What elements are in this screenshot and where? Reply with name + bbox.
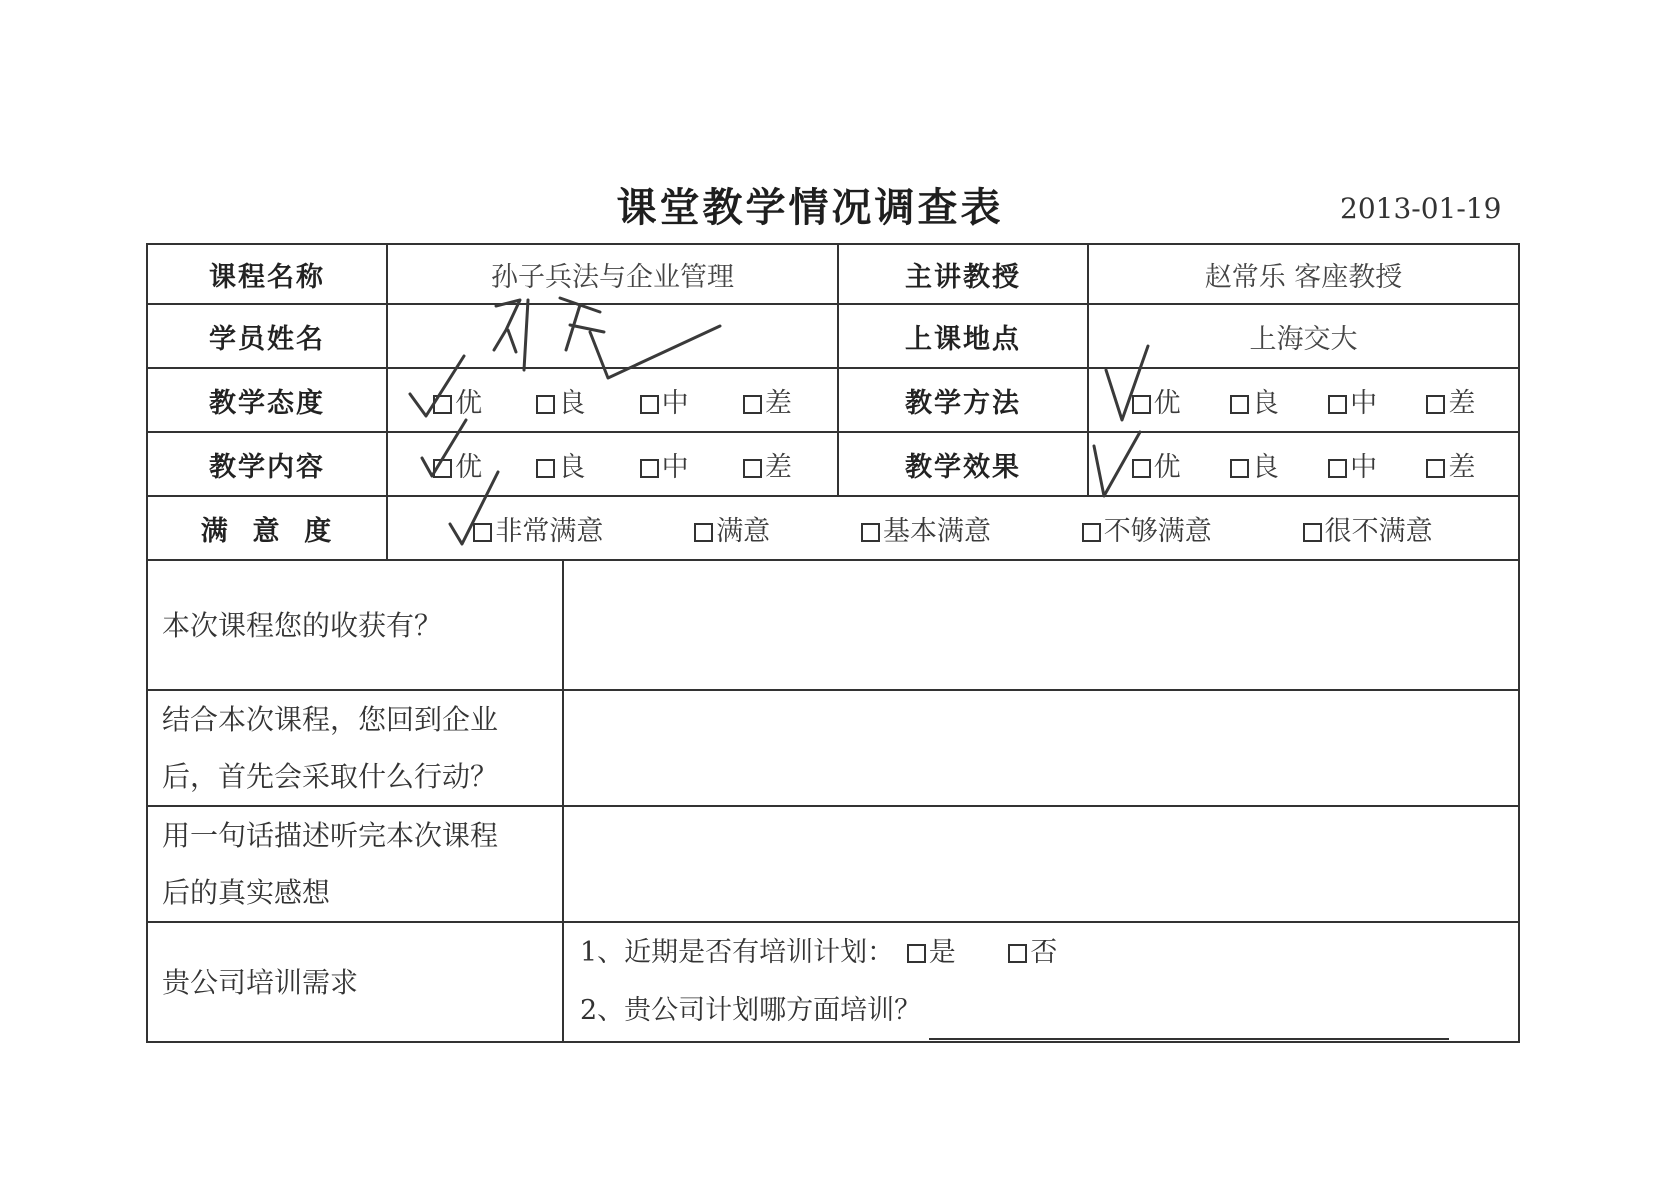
action-question-line: 结合本次课程，您回到企业: [162, 703, 499, 736]
attitude-option[interactable]: 差: [743, 381, 792, 420]
course-name-value[interactable]: 孙子兵法与企业管理: [387, 244, 838, 304]
row-gains: [147, 560, 1519, 690]
content-option[interactable]: 中: [640, 445, 689, 484]
row-feeling: [147, 806, 1519, 922]
action-question: [147, 690, 563, 806]
feeling-question-line: 用一句话描述听完本次课程: [162, 819, 499, 852]
checkbox-icon[interactable]: [433, 459, 452, 478]
training-area-blank[interactable]: [929, 1012, 1449, 1040]
row-course: [147, 244, 1519, 304]
checkbox-icon[interactable]: [1426, 459, 1445, 478]
checkbox-icon[interactable]: [1082, 523, 1101, 542]
method-label: 教学方法: [838, 368, 1088, 432]
row-attitude-method: [147, 368, 1519, 432]
training-area-question: 2、贵公司计划哪方面培训？: [580, 982, 1502, 1040]
feeling-question-line: 后的真实感想: [162, 876, 331, 909]
content-option[interactable]: 良: [536, 445, 585, 484]
checkbox-icon[interactable]: [433, 395, 452, 414]
effect-label: 教学效果: [838, 432, 1088, 496]
checkbox-icon[interactable]: [743, 459, 762, 478]
checkbox-icon[interactable]: [1303, 523, 1322, 542]
professor-value[interactable]: 赵常乐 客座教授: [1088, 244, 1519, 304]
attitude-option[interactable]: 中: [640, 381, 689, 420]
student-name-label: 学员姓名: [147, 304, 387, 368]
effect-option[interactable]: 优: [1132, 445, 1181, 484]
checkbox-icon[interactable]: [640, 459, 659, 478]
gains-answer[interactable]: [563, 560, 1519, 690]
checkbox-icon[interactable]: [907, 944, 926, 963]
checkbox-icon[interactable]: [743, 395, 762, 414]
checkbox-icon[interactable]: [1426, 395, 1445, 414]
checkbox-icon[interactable]: [536, 459, 555, 478]
form-date: 2013-01-19: [1340, 192, 1502, 225]
effect-options: [1088, 432, 1519, 496]
professor-label: 主讲教授: [838, 244, 1088, 304]
training-yes-option[interactable]: 是: [907, 937, 956, 968]
satisfaction-option[interactable]: 不够满意: [1082, 509, 1212, 548]
checkbox-icon[interactable]: [694, 523, 713, 542]
checkbox-icon[interactable]: [1328, 459, 1347, 478]
gains-question: 本次课程您的收获有？: [147, 560, 563, 690]
student-name-field[interactable]: [387, 304, 838, 368]
feeling-question: [147, 806, 563, 922]
satisfaction-option[interactable]: 很不满意: [1303, 509, 1433, 548]
attitude-option[interactable]: 优: [433, 381, 482, 420]
content-options: [387, 432, 838, 496]
attitude-option[interactable]: 良: [536, 381, 585, 420]
location-value[interactable]: 上海交大: [1088, 304, 1519, 368]
checkbox-icon[interactable]: [1132, 395, 1151, 414]
feeling-answer[interactable]: [563, 806, 1519, 922]
satisfaction-option[interactable]: 满意: [694, 509, 770, 548]
method-option[interactable]: 优: [1132, 381, 1181, 420]
checkbox-icon[interactable]: [473, 523, 492, 542]
checkbox-icon[interactable]: [536, 395, 555, 414]
method-options: [1088, 368, 1519, 432]
survey-table: [146, 243, 1520, 1043]
course-name-label: 课程名称: [147, 244, 387, 304]
attitude-options: [387, 368, 838, 432]
effect-option[interactable]: 差: [1426, 445, 1475, 484]
action-question-line: 后，首先会采取什么行动？: [162, 760, 499, 793]
checkbox-icon[interactable]: [1230, 459, 1249, 478]
row-satisfaction: [147, 496, 1519, 560]
satisfaction-option[interactable]: 非常满意: [473, 509, 603, 548]
row-action: [147, 690, 1519, 806]
form-title: 课堂教学情况调查表: [616, 185, 1004, 231]
attitude-label: 教学态度: [147, 368, 387, 432]
checkbox-icon[interactable]: [1328, 395, 1347, 414]
method-option[interactable]: 中: [1328, 381, 1377, 420]
checkbox-icon[interactable]: [1008, 944, 1027, 963]
row-training: [147, 922, 1519, 1042]
training-no-option[interactable]: 否: [1008, 937, 1057, 968]
training-needs: [563, 922, 1519, 1042]
checkbox-icon[interactable]: [640, 395, 659, 414]
row-content-effect: [147, 432, 1519, 496]
content-option[interactable]: 差: [743, 445, 792, 484]
content-option[interactable]: 优: [433, 445, 482, 484]
checkbox-icon[interactable]: [1132, 459, 1151, 478]
effect-option[interactable]: 中: [1328, 445, 1377, 484]
checkbox-icon[interactable]: [861, 523, 880, 542]
effect-option[interactable]: 良: [1230, 445, 1279, 484]
training-plan-question: 1、近期是否有培训计划： 是 否: [580, 937, 1058, 968]
content-label: 教学内容: [147, 432, 387, 496]
checkbox-icon[interactable]: [1230, 395, 1249, 414]
row-student: [147, 304, 1519, 368]
action-answer[interactable]: [563, 690, 1519, 806]
training-label: 贵公司培训需求: [147, 922, 563, 1042]
method-option[interactable]: 差: [1426, 381, 1475, 420]
location-label: 上课地点: [838, 304, 1088, 368]
satisfaction-option[interactable]: 基本满意: [861, 509, 991, 548]
satisfaction-options: [387, 496, 1519, 560]
satisfaction-label: 满 意 度: [147, 496, 387, 560]
method-option[interactable]: 良: [1230, 381, 1279, 420]
